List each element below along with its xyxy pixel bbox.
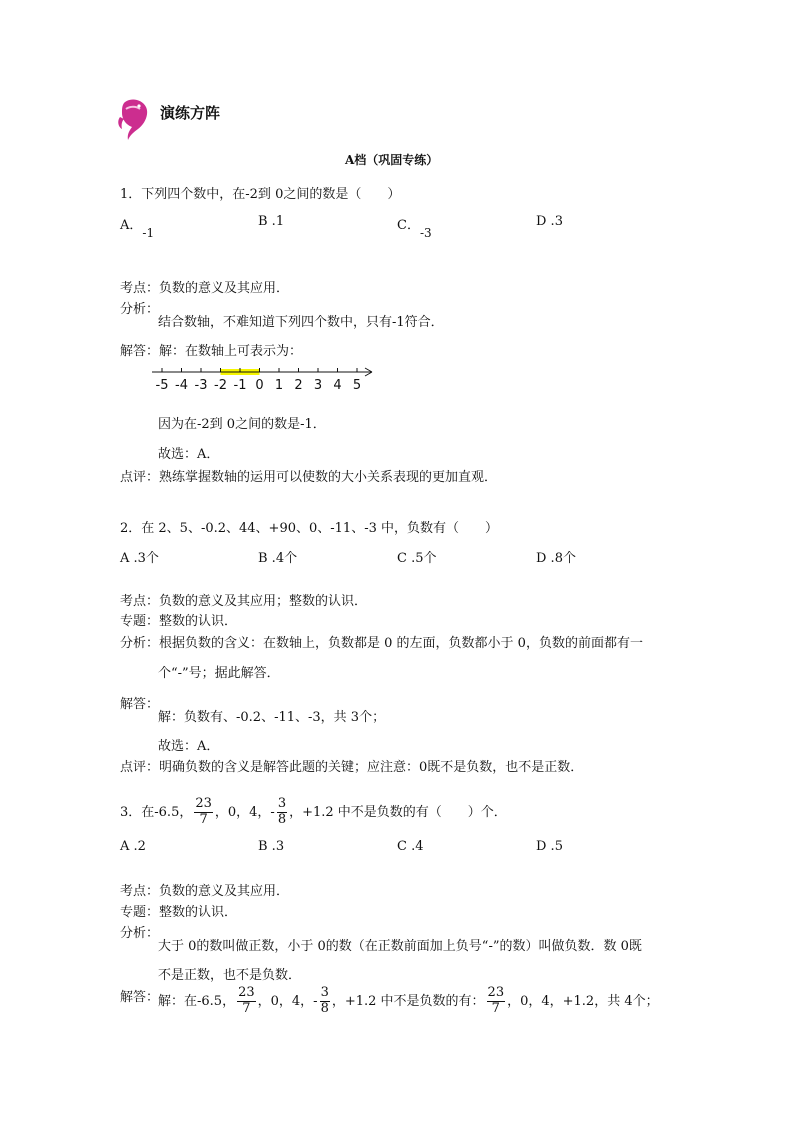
- q3-kaodian: 考点：负数的意义及其应用．: [120, 884, 290, 899]
- number-line-label: 5: [352, 378, 362, 393]
- number-line-label: -1: [233, 378, 247, 393]
- fraction: $\frac{3}{8}$: [277, 796, 287, 827]
- q3-fenxi-line1: 大于 0的数叫做正数，小于 0的数（在正数前面加上负号“-”的数）叫做负数．数 0既: [158, 939, 642, 954]
- q1-because: 因为在-2到 0之间的数是-1．: [158, 417, 326, 432]
- q1-option-a: A．-1: [120, 218, 155, 240]
- dolphin-icon: [116, 97, 150, 141]
- q2-option-a: A .3个: [120, 551, 159, 566]
- q1-question: 1．下列四个数中，在-2到 0之间的数是（ ）: [120, 187, 401, 202]
- q2-zhuanti: 专题：整数的认识．: [120, 614, 238, 629]
- fraction: $\frac{23}{7}$: [238, 985, 255, 1016]
- number-line-label: -2: [214, 378, 227, 393]
- q1-choice: 故选：A．: [158, 447, 220, 462]
- number-line-label: 3: [313, 378, 323, 393]
- q1-fenxi: 结合数轴，不难知道下列四个数中，只有-1符合．: [158, 315, 444, 330]
- q2-option-b: B .4个: [258, 551, 298, 566]
- q3-option-b: B .3: [258, 839, 285, 854]
- q1-option-b: B .1: [258, 214, 285, 229]
- q2-option-d: D .8个: [536, 551, 576, 566]
- q2-choice: 故选：A．: [158, 739, 220, 754]
- number-line-label: -5: [155, 378, 169, 393]
- q2-jieda: 解：负数有、-0.2、-11、-3，共 3个；: [158, 710, 386, 725]
- section-title: A档（巩固专练）: [345, 153, 439, 167]
- q3-fenxi-line2: 不是正数，也不是负数．: [158, 968, 302, 983]
- q1-option-c: C．-3: [397, 218, 432, 240]
- number-line-label: 1: [274, 378, 284, 393]
- number-line-label: -4: [175, 378, 188, 393]
- q3-zhuanti: 专题：整数的认识．: [120, 905, 238, 920]
- fraction: $\frac{23}{7}$: [487, 985, 505, 1016]
- q1-dianping: 点评：熟练掌握数轴的运用可以使数的大小关系表现的更加直观．: [120, 470, 498, 485]
- q2-fenxi-line2: 个“-”号；据此解答．: [158, 666, 280, 681]
- q2-jieda-label: 解答：: [120, 697, 160, 712]
- number-line-label: -3: [194, 378, 208, 393]
- number-line-label: 2: [294, 378, 303, 393]
- q2-kaodian: 考点：负数的意义及其应用；整数的认识．: [120, 594, 368, 609]
- q1-fenxi-label: 分析：: [120, 302, 160, 317]
- q1-kaodian: 考点：负数的意义及其应用．: [120, 281, 290, 296]
- q3-option-d: D .5: [536, 839, 563, 854]
- q3-question: 3．在-6.5， $\frac{23}{7}$ ，0，4，- $\frac{3}{8}$ ，+1.2 中不是负数的有（ ）个．: [120, 796, 507, 827]
- q3-fenxi-label: 分析：: [120, 926, 160, 941]
- fraction: $\frac{23}{7}$: [195, 796, 212, 827]
- number-line: [150, 362, 380, 396]
- number-line-label: 4: [333, 378, 342, 393]
- fraction: $\frac{3}{8}$: [320, 985, 329, 1016]
- q3-option-c: C .4: [397, 839, 424, 854]
- q3-jieda: 解：在-6.5， $\frac{23}{7}$ ，0，4，- $\frac{3}{8}$ ，+1.2 中不是负数的有： $\frac{23}{7}$ ，0，4，+1.2，共 4个；: [158, 985, 659, 1016]
- q1-jieda: 解答：解：在数轴上可表示为：: [120, 344, 303, 359]
- q2-fenxi: 分析：根据负数的含义：在数轴上，负数都是 0 的左面，负数都小于 0，负数的前面都有一: [120, 636, 643, 651]
- q1-option-d: D .3: [536, 214, 563, 229]
- number-line-label: 0: [255, 378, 264, 393]
- page-title: 演练方阵: [160, 104, 221, 122]
- q3-option-a: A .2: [120, 839, 146, 854]
- q2-option-c: C .5个: [397, 551, 437, 566]
- q3-jieda-label: 解答：: [120, 990, 160, 1005]
- q2-dianping: 点评：明确负数的含义是解答此题的关键；应注意：0既不是负数，也不是正数．: [120, 760, 584, 775]
- q2-question: 2．在 2、5、-0.2、44、+90、0、-11、-3 中，负数有（ ）: [120, 521, 498, 536]
